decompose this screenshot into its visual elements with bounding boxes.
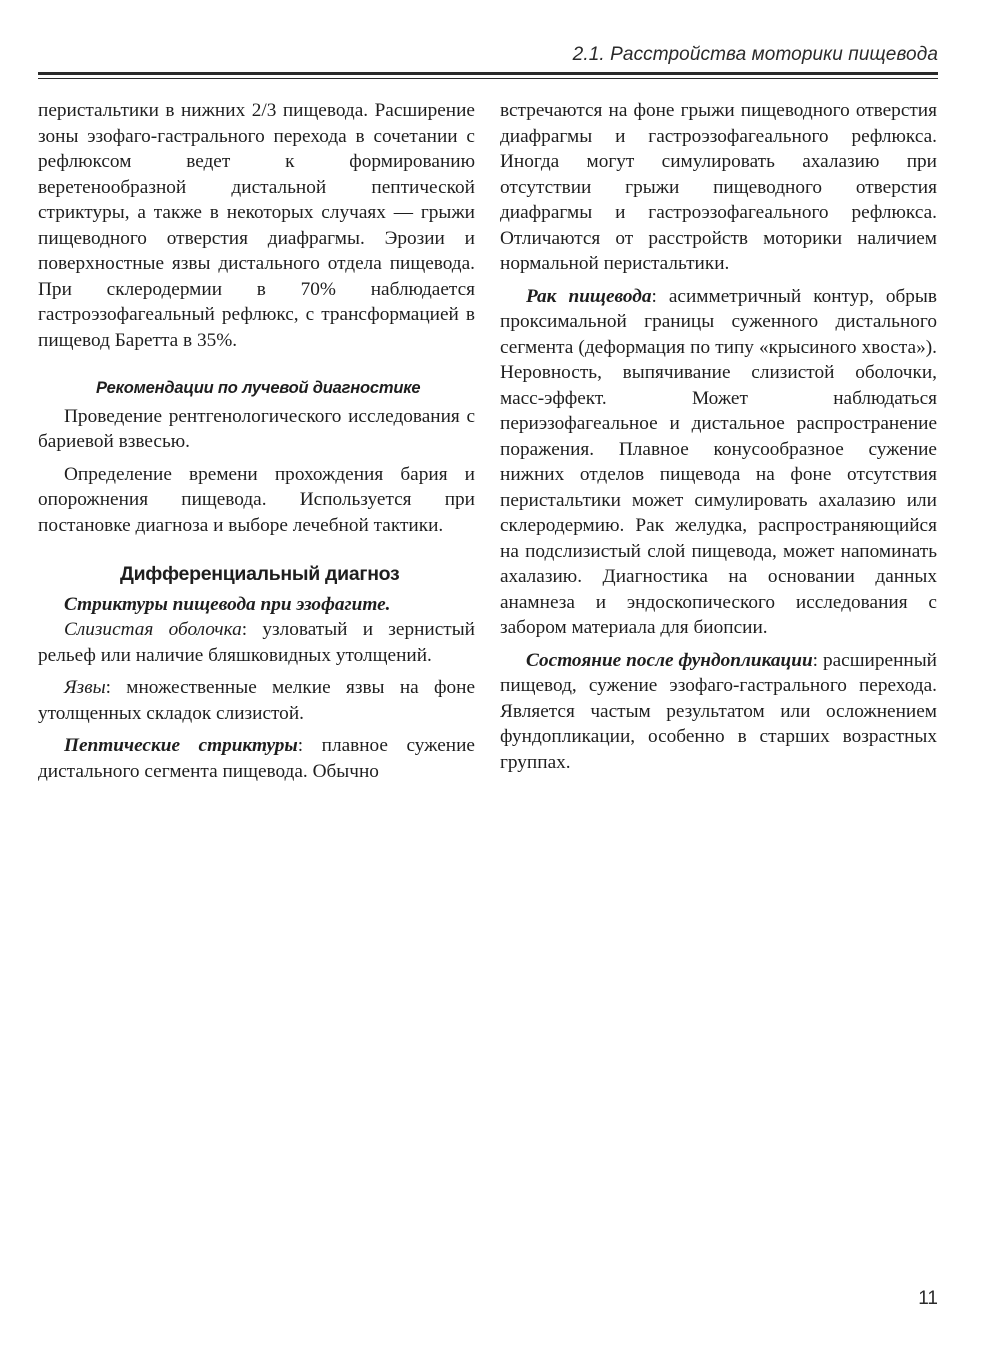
right-column [500, 98, 937, 775]
esophageal-cancer-text: : асимметричный контур, обрыв проксимальной границы суженного дистального сегмента (деформация по типу «крысиного хвоста»). Неровность, выпячивание слизистой оболочки, масс-эффект. Может наблюдаться периэзофагеальное и дистальное распространение поражения. Плавное конусообразное сужение нижних отделов пищевода на фоне отсутствия перистальтики может симулировать ахалазию или склеродермию. Рак желудка, распространяющийся на подслизистый слой пищевода, может напоминать ахалазию. Диагностика на основании данных анамнеза и эндоскопического исследования с забором материала для биопсии. [500, 285, 937, 638]
fundoplication-paragraph [500, 648, 937, 776]
mucosa-paragraph [38, 617, 475, 668]
ulcers-text: : множественные мелкие язвы на фоне утолщенных складок слизистой. [38, 677, 475, 724]
recommendation-paragraph-1: Проведение рентгенологического исследования с бариевой взвесью. [38, 405, 475, 452]
page-number: 11 [918, 1288, 938, 1309]
differential-diagnosis-heading: Дифференциальный диагноз [120, 563, 400, 585]
intro-paragraph: перистальтики в нижних 2/3 пищевода. Расширение зоны эзофаго-гастрального перехода в сочетании с рефлюксом ведет к формированию веретенообразной дистальной пептической стриктуры, а также в некоторых случаях — грыжи пищеводного отверстия диафрагмы. Эрозии и поверхностные язвы дистального отдела пищевода. При склеродермии в 70% наблюдается гастроэзофагеальный рефлюкс, с трансформацией в пищевод Баретта в 35%. [38, 100, 475, 351]
esophageal-cancer-term: Рак пищевода [526, 285, 652, 307]
strictures-subheading: Стриктуры пищевода при эзофагите. [64, 593, 391, 615]
peptic-strictures-term: Пептические стриктуры [64, 735, 298, 756]
peptic-strictures-paragraph [38, 733, 475, 784]
continuation-paragraph: встречаются на фоне грыжи пищеводного отверстия диафрагмы и гастроэзофагеального рефлюкса. Иногда могут симулировать ахалазию при отсутствии грыжи пищеводного отверстия диафрагмы и гастроэзофагеального рефлюкса. Отличаются от расстройств моторики наличием нормальной перистальтики. [500, 100, 937, 274]
ulcers-paragraph [38, 675, 475, 726]
mucosa-text: : узловатый и зернистый рельеф или наличие бляшковидных утолщений. [38, 619, 475, 666]
left-column [38, 98, 475, 784]
header-rule-thick [38, 72, 938, 75]
esophageal-cancer-paragraph [500, 284, 937, 641]
fundoplication-term: Состояние после фундопликации [526, 649, 813, 671]
peptic-strictures-text: : плавное сужение дистального сегмента пищевода. Обычно [38, 735, 475, 782]
mucosa-term: Слизистая оболочка [64, 619, 242, 640]
recommendation-paragraph-2: Определение времени прохождения бария и опорожнения пищевода. Используется при постановке диагноза и выборе лечебной тактики. [38, 463, 475, 536]
running-title: 2.1. Расстройства моторики пищевода [572, 44, 938, 65]
header-rule-thin [38, 78, 938, 79]
recommendations-heading: Рекомендации по лучевой диагностике [96, 379, 421, 397]
fundoplication-text: : расширенный пищевод, сужение эзофаго-гастрального перехода. Является частым результатом или осложнением фундопликации, особенно в старших возрастных группах. [500, 649, 937, 773]
ulcers-term: Язвы [64, 677, 106, 698]
